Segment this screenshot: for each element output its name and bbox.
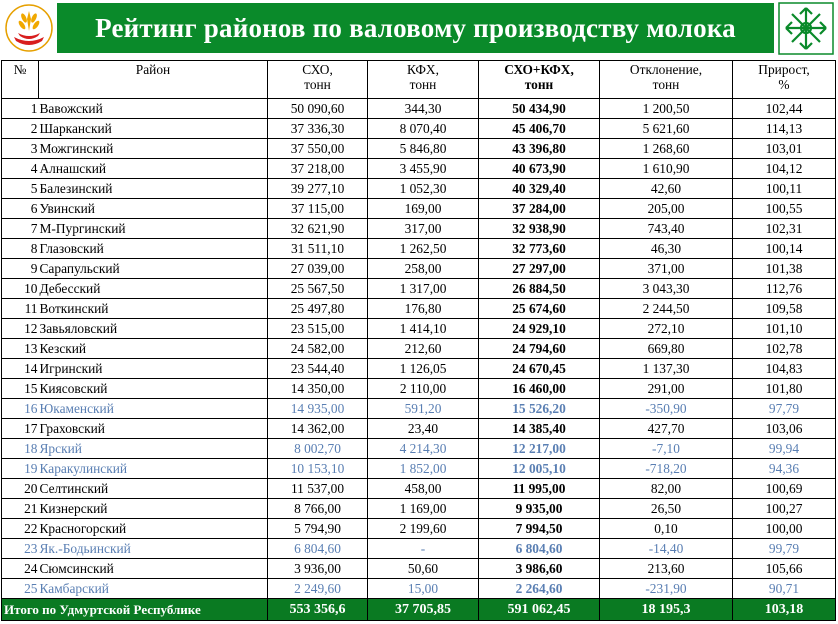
row-rank: 25 (2, 579, 39, 599)
row-sho: 14 362,00 (268, 419, 368, 439)
row-growth: 109,58 (733, 299, 836, 319)
table-row (2, 579, 836, 599)
table-row (2, 359, 836, 379)
table-row (2, 319, 836, 339)
row-growth: 101,38 (733, 259, 836, 279)
row-growth: 99,79 (733, 539, 836, 559)
page-title: Рейтинг районов по валовому производству молока (95, 12, 736, 43)
row-dev: 272,10 (600, 319, 733, 339)
row-sum: 3 986,60 (479, 559, 600, 579)
table-row (2, 519, 836, 539)
row-sho: 25 497,80 (268, 299, 368, 319)
row-sho: 31 511,10 (268, 239, 368, 259)
table-row (2, 299, 836, 319)
row-kfh: 23,40 (368, 419, 479, 439)
row-sum: 6 804,60 (479, 539, 600, 559)
row-sho: 23 544,40 (268, 359, 368, 379)
row-sum: 7 994,50 (479, 519, 600, 539)
row-sum: 25 674,60 (479, 299, 600, 319)
row-district: Як.-Бодьинский (39, 539, 268, 559)
total-row (2, 599, 836, 621)
row-sho: 10 153,10 (268, 459, 368, 479)
row-district: Кизнерский (39, 499, 268, 519)
table-row (2, 119, 836, 139)
row-dev: -231,90 (600, 579, 733, 599)
row-kfh: 4 214,30 (368, 439, 479, 459)
row-sho: 50 090,60 (268, 99, 368, 119)
row-kfh: 2 199,60 (368, 519, 479, 539)
row-district: Сюмсинский (39, 559, 268, 579)
row-district: Балезинский (39, 179, 268, 199)
row-sho: 23 515,00 (268, 319, 368, 339)
row-dev: -350,90 (600, 399, 733, 419)
row-rank: 16 (2, 399, 39, 419)
row-sum: 14 385,40 (479, 419, 600, 439)
row-district: Вавожский (39, 99, 268, 119)
row-sum: 37 284,00 (479, 199, 600, 219)
row-rank: 7 (2, 219, 39, 239)
row-district: Дебесский (39, 279, 268, 299)
total-kfh: 37 705,85 (368, 599, 479, 621)
row-kfh: 1 052,30 (368, 179, 479, 199)
row-sum: 40 329,40 (479, 179, 600, 199)
row-growth: 100,27 (733, 499, 836, 519)
row-sum: 9 935,00 (479, 499, 600, 519)
table-row (2, 159, 836, 179)
title-bar (57, 3, 774, 53)
total-growth: 103,18 (733, 599, 836, 621)
row-dev: 371,00 (600, 259, 733, 279)
row-kfh: 2 110,00 (368, 379, 479, 399)
col-num-header: № (2, 61, 39, 99)
table-row (2, 179, 836, 199)
row-dev: 743,40 (600, 219, 733, 239)
row-dev: 669,80 (600, 339, 733, 359)
table-row (2, 339, 836, 359)
row-sum: 50 434,90 (479, 99, 600, 119)
row-kfh: 169,00 (368, 199, 479, 219)
row-district: Ярский (39, 439, 268, 459)
row-kfh: 5 846,80 (368, 139, 479, 159)
row-rank: 12 (2, 319, 39, 339)
row-kfh: 1 169,00 (368, 499, 479, 519)
row-district: Красногорский (39, 519, 268, 539)
row-growth: 104,83 (733, 359, 836, 379)
row-sho: 14 935,00 (268, 399, 368, 419)
row-sum: 24 929,10 (479, 319, 600, 339)
total-label: Итого по Удмуртской Республике (2, 599, 268, 621)
row-rank: 20 (2, 479, 39, 499)
table-row (2, 439, 836, 459)
row-dev: 291,00 (600, 379, 733, 399)
col-dev-header: Отклонение, тонн (600, 61, 733, 99)
row-district: Селтинский (39, 479, 268, 499)
row-dev: -14,40 (600, 539, 733, 559)
row-dev: -718,20 (600, 459, 733, 479)
row-sho: 8 002,70 (268, 439, 368, 459)
row-kfh: 1 317,00 (368, 279, 479, 299)
row-kfh: 15,00 (368, 579, 479, 599)
col-district-header: Район (39, 61, 268, 99)
row-kfh: 344,30 (368, 99, 479, 119)
row-sum: 12 005,10 (479, 459, 600, 479)
row-kfh: 8 070,40 (368, 119, 479, 139)
row-growth: 100,55 (733, 199, 836, 219)
table-row (2, 419, 836, 439)
row-growth: 112,76 (733, 279, 836, 299)
row-kfh: - (368, 539, 479, 559)
row-kfh: 591,20 (368, 399, 479, 419)
row-dev: 1 137,30 (600, 359, 733, 379)
row-dev: 2 244,50 (600, 299, 733, 319)
row-growth: 102,78 (733, 339, 836, 359)
row-growth: 102,44 (733, 99, 836, 119)
row-growth: 104,12 (733, 159, 836, 179)
row-rank: 11 (2, 299, 39, 319)
row-kfh: 1 126,05 (368, 359, 479, 379)
row-sum: 45 406,70 (479, 119, 600, 139)
row-rank: 24 (2, 559, 39, 579)
table-header-row (2, 61, 836, 99)
row-district: Кезский (39, 339, 268, 359)
row-sum: 11 995,00 (479, 479, 600, 499)
milk-rating-table (1, 60, 836, 621)
row-district: Увинский (39, 199, 268, 219)
table-row (2, 479, 836, 499)
row-growth: 103,01 (733, 139, 836, 159)
row-district: Юкаменский (39, 399, 268, 419)
udmurt-emblem-icon (778, 2, 834, 55)
row-rank: 17 (2, 419, 39, 439)
row-rank: 4 (2, 159, 39, 179)
row-sho: 14 350,00 (268, 379, 368, 399)
row-sho: 25 567,50 (268, 279, 368, 299)
row-rank: 3 (2, 139, 39, 159)
row-kfh: 176,80 (368, 299, 479, 319)
row-sho: 37 115,00 (268, 199, 368, 219)
row-dev: 5 621,60 (600, 119, 733, 139)
row-sum: 24 794,60 (479, 339, 600, 359)
row-dev: 82,00 (600, 479, 733, 499)
row-dev: 0,10 (600, 519, 733, 539)
col-sho-header: СХО, тонн (268, 61, 368, 99)
row-growth: 100,11 (733, 179, 836, 199)
table-row (2, 399, 836, 419)
row-growth: 99,94 (733, 439, 836, 459)
row-sho: 27 039,00 (268, 259, 368, 279)
table-row (2, 99, 836, 119)
row-sum: 12 217,00 (479, 439, 600, 459)
table-row (2, 279, 836, 299)
row-growth: 102,31 (733, 219, 836, 239)
row-growth: 100,69 (733, 479, 836, 499)
row-sum: 27 297,00 (479, 259, 600, 279)
table-row (2, 499, 836, 519)
row-dev: 26,50 (600, 499, 733, 519)
row-growth: 114,13 (733, 119, 836, 139)
row-growth: 101,10 (733, 319, 836, 339)
row-rank: 22 (2, 519, 39, 539)
table-row (2, 559, 836, 579)
table-row (2, 539, 836, 559)
row-growth: 94,36 (733, 459, 836, 479)
table-row (2, 239, 836, 259)
row-sum: 40 673,90 (479, 159, 600, 179)
row-district: Каракулинский (39, 459, 268, 479)
row-district: Камбарский (39, 579, 268, 599)
row-sho: 37 550,00 (268, 139, 368, 159)
row-kfh: 317,00 (368, 219, 479, 239)
row-kfh: 258,00 (368, 259, 479, 279)
col-sum-header: СХО+КФХ, тонн (479, 61, 600, 99)
row-sho: 8 766,00 (268, 499, 368, 519)
row-kfh: 212,60 (368, 339, 479, 359)
row-sum: 24 670,45 (479, 359, 600, 379)
row-growth: 97,79 (733, 399, 836, 419)
row-dev: 1 268,60 (600, 139, 733, 159)
row-sho: 5 794,90 (268, 519, 368, 539)
ministry-logo-icon (4, 3, 54, 53)
row-sho: 11 537,00 (268, 479, 368, 499)
row-rank: 14 (2, 359, 39, 379)
row-kfh: 50,60 (368, 559, 479, 579)
total-sum: 591 062,45 (479, 599, 600, 621)
row-dev: 213,60 (600, 559, 733, 579)
row-dev: 3 043,30 (600, 279, 733, 299)
row-district: Игринский (39, 359, 268, 379)
row-rank: 1 (2, 99, 39, 119)
row-district: М-Пургинский (39, 219, 268, 239)
row-kfh: 1 852,00 (368, 459, 479, 479)
row-sum: 43 396,80 (479, 139, 600, 159)
row-sum: 16 460,00 (479, 379, 600, 399)
row-district: Сарапульский (39, 259, 268, 279)
table-row (2, 459, 836, 479)
table-row (2, 379, 836, 399)
row-district: Завьяловский (39, 319, 268, 339)
row-sho: 3 936,00 (268, 559, 368, 579)
table-row (2, 259, 836, 279)
row-growth: 90,71 (733, 579, 836, 599)
row-dev: 46,30 (600, 239, 733, 259)
row-rank: 6 (2, 199, 39, 219)
col-kfh-header: КФХ, тонн (368, 61, 479, 99)
row-rank: 19 (2, 459, 39, 479)
row-growth: 100,14 (733, 239, 836, 259)
row-dev: 1 200,50 (600, 99, 733, 119)
row-kfh: 3 455,90 (368, 159, 479, 179)
row-rank: 5 (2, 179, 39, 199)
row-sum: 32 938,90 (479, 219, 600, 239)
row-dev: 427,70 (600, 419, 733, 439)
row-kfh: 1 414,10 (368, 319, 479, 339)
row-sho: 24 582,00 (268, 339, 368, 359)
row-dev: 42,60 (600, 179, 733, 199)
col-growth-header: Прирост, % (733, 61, 836, 99)
row-sum: 2 264,60 (479, 579, 600, 599)
row-rank: 9 (2, 259, 39, 279)
table-row (2, 219, 836, 239)
page-header (0, 0, 838, 57)
row-growth: 101,80 (733, 379, 836, 399)
row-district: Воткинский (39, 299, 268, 319)
row-sho: 32 621,90 (268, 219, 368, 239)
row-sum: 32 773,60 (479, 239, 600, 259)
row-district: Граховский (39, 419, 268, 439)
row-district: Алнашский (39, 159, 268, 179)
row-rank: 10 (2, 279, 39, 299)
row-dev: -7,10 (600, 439, 733, 459)
row-rank: 8 (2, 239, 39, 259)
row-rank: 13 (2, 339, 39, 359)
table-row (2, 199, 836, 219)
row-district: Киясовский (39, 379, 268, 399)
row-kfh: 1 262,50 (368, 239, 479, 259)
row-dev: 1 610,90 (600, 159, 733, 179)
row-rank: 21 (2, 499, 39, 519)
row-sum: 15 526,20 (479, 399, 600, 419)
row-district: Шарканский (39, 119, 268, 139)
table-row (2, 139, 836, 159)
row-sho: 37 336,30 (268, 119, 368, 139)
row-rank: 18 (2, 439, 39, 459)
row-rank: 15 (2, 379, 39, 399)
row-growth: 100,00 (733, 519, 836, 539)
row-sho: 2 249,60 (268, 579, 368, 599)
total-dev: 18 195,3 (600, 599, 733, 621)
row-sho: 37 218,00 (268, 159, 368, 179)
total-sho: 553 356,6 (268, 599, 368, 621)
row-growth: 103,06 (733, 419, 836, 439)
row-sum: 26 884,50 (479, 279, 600, 299)
row-sho: 39 277,10 (268, 179, 368, 199)
row-sho: 6 804,60 (268, 539, 368, 559)
row-rank: 2 (2, 119, 39, 139)
row-district: Глазовский (39, 239, 268, 259)
row-dev: 205,00 (600, 199, 733, 219)
row-rank: 23 (2, 539, 39, 559)
row-kfh: 458,00 (368, 479, 479, 499)
row-growth: 105,66 (733, 559, 836, 579)
row-district: Можгинский (39, 139, 268, 159)
